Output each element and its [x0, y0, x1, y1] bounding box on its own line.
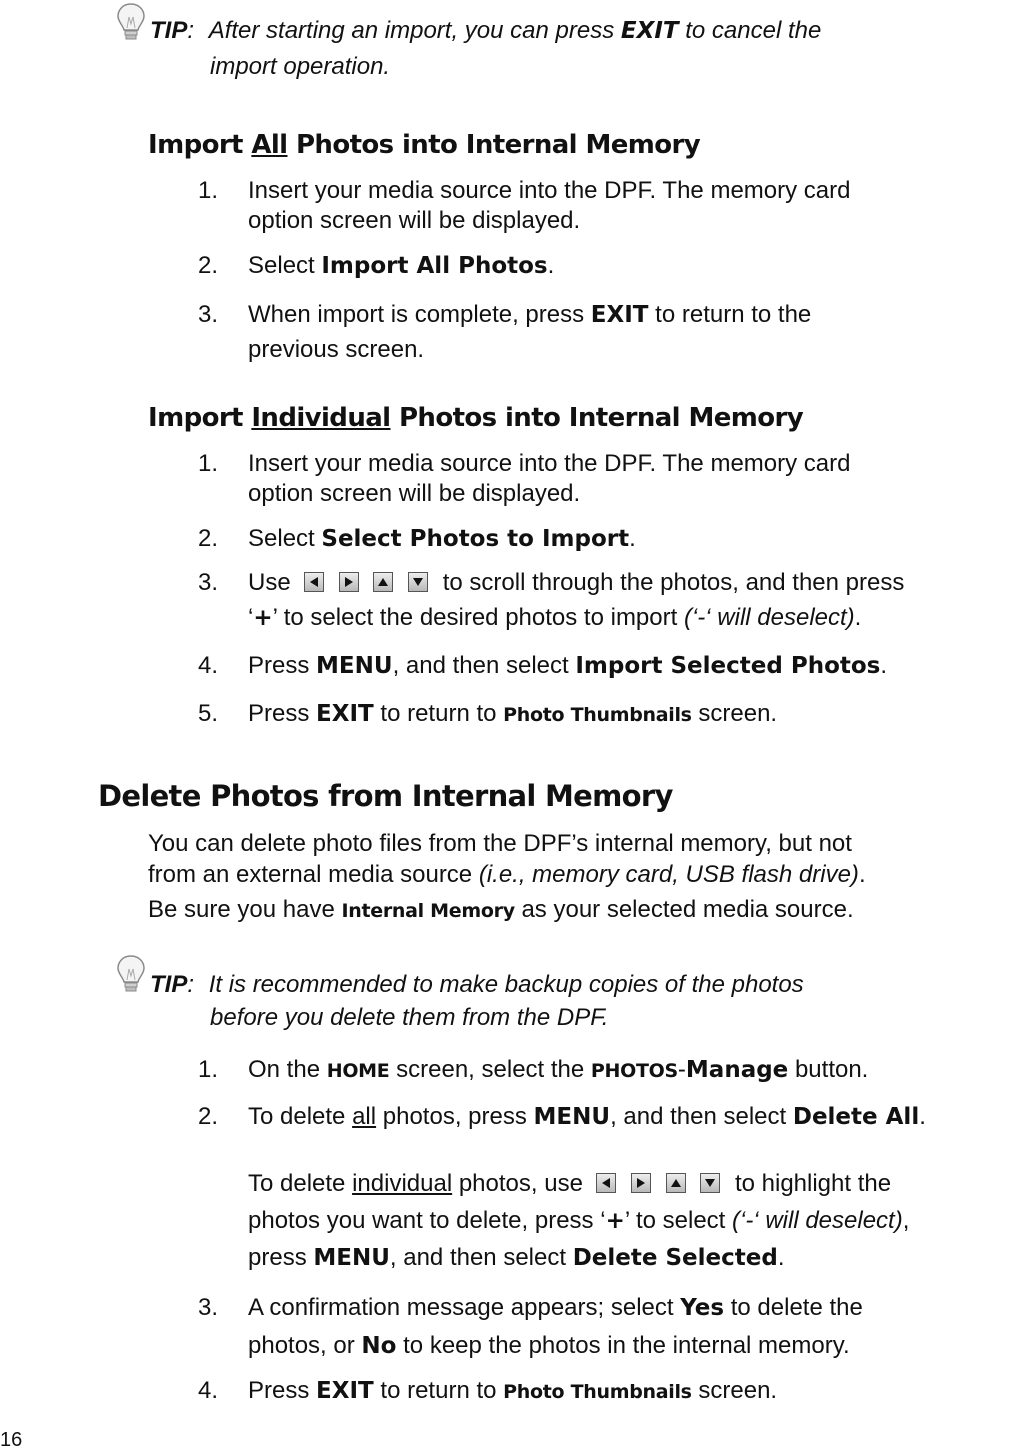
right-arrow-icon	[631, 1173, 651, 1193]
tip-1-line2: import operation.	[210, 53, 391, 80]
list-item-cont: ‘+’ to select the desired photos to import (‘-‘ will deselect).	[248, 604, 862, 631]
list-item-cont: press MENU, and then select Delete Selected.	[248, 1244, 785, 1271]
up-arrow-icon	[666, 1173, 686, 1193]
list-item-cont: To delete individual photos, use to highlight the	[248, 1170, 892, 1197]
list-item-cont: previous screen.	[248, 336, 425, 363]
paragraph-line: Be sure you have Internal Memory as your selected media source.	[148, 896, 854, 923]
down-arrow-icon	[408, 572, 428, 592]
lightbulb-icon	[112, 952, 150, 994]
section-heading-delete: Delete Photos from Internal Memory	[98, 779, 673, 813]
up-arrow-icon	[373, 572, 393, 592]
tip-1: TIP: After starting an import, you can press EXIT to cancel the	[150, 17, 822, 44]
section-heading-import-individual: Import Individual Photos into Internal Memory	[148, 403, 804, 433]
tip-2-line2: before you delete them from the DPF.	[210, 1004, 609, 1031]
tip-text: to cancel the	[685, 17, 822, 44]
lightbulb-icon	[112, 0, 150, 42]
paragraph-line: You can delete photo files from the DPF’s internal memory, but not	[148, 830, 852, 857]
down-arrow-icon	[700, 1173, 720, 1193]
tip-text: It is recommended to make backup copies of the photos	[208, 971, 804, 998]
page-number: 16	[0, 1429, 23, 1451]
tip-text: After starting an import, you can press	[208, 17, 615, 44]
tip-exit-key: EXIT	[620, 18, 679, 44]
left-arrow-icon	[596, 1173, 616, 1193]
paragraph-line: from an external media source (i.e., memory card, USB flash drive).	[148, 861, 866, 888]
list-item-cont: photos you want to delete, press ‘+’ to select (‘-‘ will deselect),	[248, 1207, 910, 1234]
right-arrow-icon	[339, 572, 359, 592]
section-heading-import-all: Import All Photos into Internal Memory	[148, 130, 701, 160]
tip-label: TIP	[150, 17, 188, 44]
list-item-cont: option screen will be displayed.	[248, 480, 581, 507]
tip-2: TIP: It is recommended to make backup copies of the photos	[150, 971, 804, 998]
tip-label: TIP	[150, 971, 188, 998]
list-item-cont: option screen will be displayed.	[248, 207, 581, 234]
left-arrow-icon	[304, 572, 324, 592]
list-item-cont: photos, or No to keep the photos in the internal memory.	[248, 1332, 850, 1359]
